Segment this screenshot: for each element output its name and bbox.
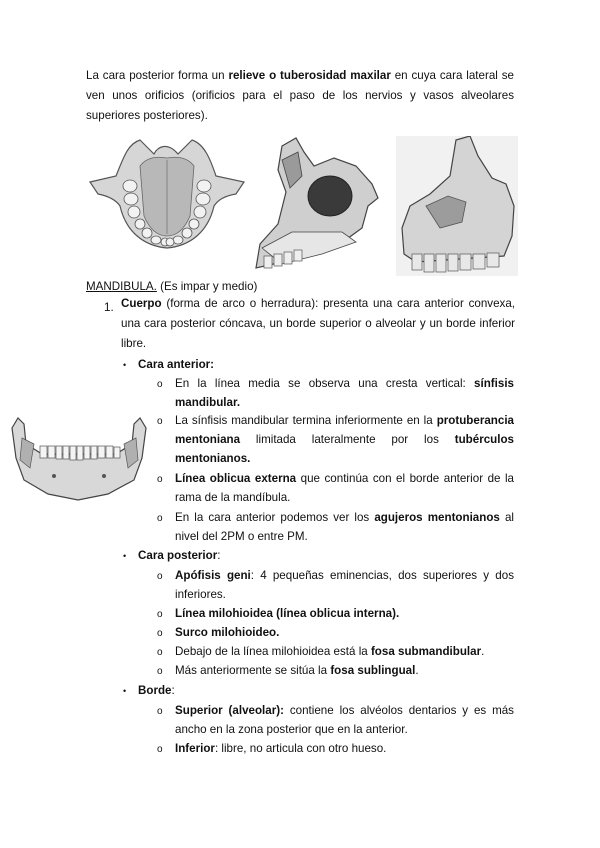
intro-text-end: en cuya cara lateral se ven unos orificios (orificios para el paso de los nervios y vasos alveolares superiores posteriores). <box>86 69 514 122</box>
posterior-item-3 <box>175 623 279 642</box>
maxilla-figures <box>86 136 518 276</box>
intro-text: La cara posterior forma un <box>86 69 229 82</box>
sub-marker: o <box>157 474 163 485</box>
sub-marker: o <box>157 379 163 390</box>
cara-posterior-colon: : <box>217 549 221 562</box>
posterior-item-4-text: Debajo de la línea milohioidea está la <box>175 645 371 658</box>
anterior-item-2-bold: protuberancia mentoniana <box>175 414 514 446</box>
posterior-item-1-text: : 4 pequeñas eminencias, dos superiores y dos inferiores. <box>175 569 514 601</box>
section-note: (Es impar y medio) <box>156 280 258 293</box>
borde-title <box>138 681 175 700</box>
cara-anterior-title <box>138 355 214 374</box>
posterior-item-4 <box>175 642 484 661</box>
anterior-item-2-text2: limitada lateralmente por los <box>240 433 455 446</box>
list-number: 1. <box>104 301 114 314</box>
sub-marker: o <box>157 647 163 658</box>
borde-item-1-bold: Superior (alveolar): <box>175 704 284 717</box>
anterior-item-4-text2: al nivel del 2PM o entre PM. <box>175 511 514 543</box>
posterior-item-1-bold: Apófisis geni <box>175 569 251 582</box>
intro-bold-term: relieve o tuberosidad maxilar <box>228 69 391 82</box>
sub-marker: o <box>157 666 163 677</box>
posterior-item-4-bold: fosa submandibular <box>370 645 482 658</box>
bullet-cara-anterior: • <box>123 360 127 370</box>
borde-colon: : <box>171 684 175 697</box>
posterior-item-1 <box>175 566 514 604</box>
maxilla-palate-image <box>86 136 248 252</box>
anterior-item-1-bold: sínfisis mandibular. <box>175 377 514 409</box>
sub-marker: o <box>157 744 163 755</box>
anterior-item-2-text: La sínfisis mandibular termina inferiormente en la <box>175 414 437 427</box>
item-cuerpo-text: (forma de arco o herradura): presenta una cara anterior convexa, una cara posterior cóncava, un borde superior o alveolar y un borde inferior libre. <box>121 297 515 350</box>
sub-marker: o <box>157 513 163 524</box>
section-title: MANDIBULA. <box>86 280 157 293</box>
item-cuerpo-title: Cuerpo <box>121 297 162 310</box>
sub-marker: o <box>157 416 163 427</box>
anterior-item-1-text: En la línea media se observa una cresta vertical: <box>175 377 475 390</box>
posterior-item-5-end: . <box>415 664 419 677</box>
borde-item-2-bold: Inferior <box>175 742 215 755</box>
cara-posterior-label: Cara posterior <box>138 549 218 562</box>
posterior-item-5-bold: fosa sublingual <box>330 664 416 677</box>
cara-posterior-title <box>138 546 220 565</box>
posterior-item-4-end: . <box>481 645 485 658</box>
anterior-item-3 <box>175 469 514 507</box>
sub-marker: o <box>157 609 163 620</box>
posterior-item-3-bold: Surco milohioideo. <box>175 626 280 639</box>
anterior-item-1 <box>175 374 514 412</box>
cara-anterior-label: Cara anterior: <box>138 358 215 371</box>
posterior-item-5-text: Más anteriormente se sitúa la <box>175 664 331 677</box>
maxilla-lateral-image <box>396 136 518 276</box>
anterior-item-4-bold: agujeros mentonianos <box>374 511 500 524</box>
anterior-item-3-text: que continúa con el borde anterior de la rama de la mandíbula. <box>175 472 514 504</box>
posterior-item-2 <box>175 604 399 623</box>
bullet-cara-posterior: • <box>123 551 127 561</box>
borde-item-2 <box>175 739 386 758</box>
anterior-item-4-text: En la cara anterior podemos ver los <box>175 511 375 524</box>
sub-marker: o <box>157 706 163 717</box>
item-cuerpo <box>121 294 515 354</box>
sub-marker: o <box>157 571 163 582</box>
intro-paragraph <box>86 66 514 126</box>
borde-item-1 <box>175 701 514 739</box>
sub-marker: o <box>157 628 163 639</box>
borde-item-2-text: : libre, no articula con otro hueso. <box>214 742 387 755</box>
bullet-borde: • <box>123 686 127 696</box>
anterior-item-3-bold: Línea oblicua externa <box>175 472 297 485</box>
anterior-item-2 <box>175 411 514 468</box>
anterior-item-4 <box>175 508 514 546</box>
mandible-image <box>8 414 150 506</box>
anterior-item-2-bold2: tubérculos mentonianos. <box>175 433 514 465</box>
posterior-item-2-bold: Línea milohioidea (línea oblicua interna). <box>175 607 400 620</box>
borde-label: Borde <box>138 684 172 697</box>
borde-item-1-text: contiene los alvéolos dentarios y es más ancho en la zona posterior que en la anterior. <box>175 704 514 736</box>
posterior-item-5 <box>175 661 419 680</box>
maxilla-medial-image <box>252 136 392 276</box>
